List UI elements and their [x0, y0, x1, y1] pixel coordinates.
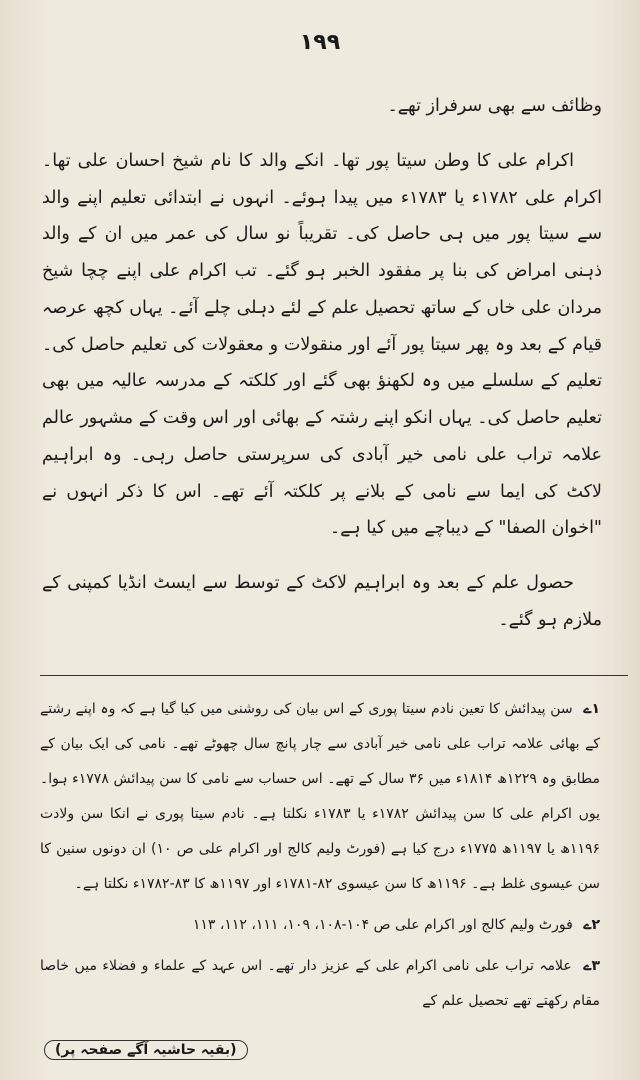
footnote-text: علامہ تراب علی نامی اکرام علی کے عزیز دار تھے۔ اس عہد کے علماء و فضلاء میں خاصا مقام رکھتے تھے تحصیل علم کے	[40, 958, 600, 1009]
footnotes	[40, 692, 600, 1025]
footnote-text: فورٹ ولیم کالج اور اکرام علی ص ۱۰۴-۱۰۸، ۱۰۹، ۱۱۱، ۱۱۲، ۱۱۳	[192, 917, 573, 933]
footnote	[40, 949, 600, 1019]
footnote-divider	[40, 675, 628, 676]
footnote-marker: ۲ے	[583, 917, 600, 933]
paragraph: اکرام علی کا وطن سیتا پور تھا۔ انکے والد کا نام شیخ احسان علی تھا۔ اکرام علی ۱۷۸۲ء یا ۱۷۸۳ء میں پیدا ہوئے۔ انہوں نے ابتدائی تعلیم اپنے والد سے سیتا پور میں ہی حاصل کی۔ تقریباً نو سال کی عمر میں ان کے والد ذہنی امراض کی بنا پر مفقود الخبر ہو گئے۔ تب اکرام علی اپنے چچا شیخ مردان علی خاں کے ساتھ تحصیل علم کے لئے دہلی چلے آئے۔ یہاں کچھ عرصہ قیام کے بعد وہ پھر سیتا پور آئے اور منقولات و معقولات کی تعلیم حاصل کی۔ تعلیم کے سلسلے میں وہ لکھنؤ بھی گئے اور کلکتہ کے مدرسہ عالیہ میں بھی تعلیم حاصل کی۔ یہاں انکو اپنے رشتہ کے بھائی اور اس وقت کے مشہور عالم علامہ تراب علی نامی خیر آبادی کی سرپرستی حاصل رہی۔ وہ ابراہیم لاکٹ کی ایما سے نامی کے بلانے پر کلکتہ آئے تھے۔ اس کا ذکر انہوں نے "اخوان الصفا" کے دیباچے میں کیا ہے۔	[42, 150, 603, 539]
paragraph: حصول علم کے بعد وہ ابراہیم لاکٹ کے توسط سے ایسٹ انڈیا کمپنی کے ملازم ہو گئے۔	[42, 573, 602, 630]
footnote	[40, 908, 600, 943]
footnote-marker: ۳ے	[583, 958, 600, 974]
paragraph: وظائف سے بھی سرفراز تھے۔	[387, 96, 602, 116]
main-text	[42, 88, 602, 657]
footnote	[40, 692, 600, 902]
page-number: ۱۹۹	[299, 30, 341, 55]
footnote-text: سن پیدائش کا تعین نادم سیتا پوری کے اس بیان کی روشنی میں کیا گیا ہے کہ وہ اپنے رشتے کے بھائی علامہ تراب علی نامی خیر آبادی سے چار پانچ سال چھوٹے تھے۔ نامی کی ایک بیان کے مطابق وہ ۱۲۲۹ھ ۱۸۱۴ء میں ۳۶ سال کے تھے۔ اس حساب سے نامی کا سن پیدائش ۱۷۷۸ء ہوا۔ یوں اکرام علی کا سن پیدائش ۱۷۸۲ء یا ۱۷۸۳ء نکلتا ہے۔ نادم سیتا پوری نے انکا سن ولادت ۱۱۹۶ھ یا ۱۱۹۷ھ ۱۷۷۵ء درج کیا ہے (فورٹ ولیم کالج اور اکرام علی ص ۱۰) ان دونوں سنین کا سن عیسوی غلط ہے۔ ۱۱۹۶ھ کا سن عیسوی ۸۲-۱۷۸۱ء اور ۱۱۹۷ھ کا ۸۳-۱۷۸۲ء نکلتا ہے۔	[40, 701, 601, 892]
continuation-note: (بقیہ حاشیہ آگے صفحہ پر)	[44, 1040, 248, 1060]
footnote-marker: ۱ے	[583, 701, 600, 717]
